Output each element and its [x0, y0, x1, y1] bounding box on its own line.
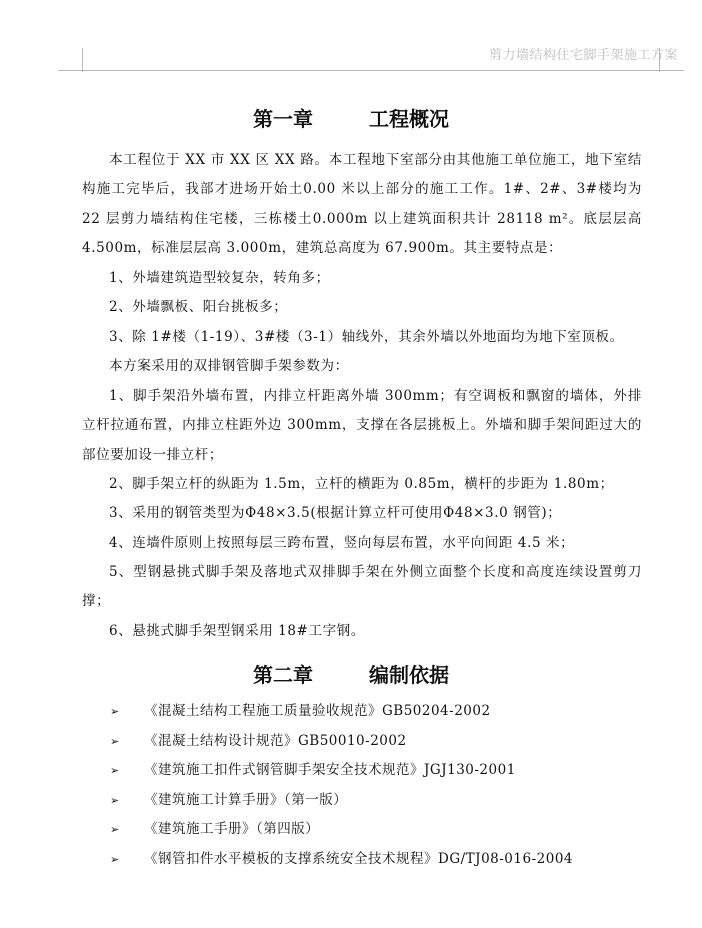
paragraph-param-4: 4、连墙件原则上按照每层三跨布置，竖向每层布置，水平向间距 4.5 米； [109, 535, 575, 551]
paragraph-param-2: 2、脚手架立杆的纵距为 1.5m，立杆的横距为 0.85m，横杆的步距为 1.80m； [109, 476, 614, 492]
crop-mark-right-h [660, 70, 684, 71]
paragraph-param-6: 6、悬挑式脚手架型钢采用 18#工字钢。 [109, 623, 365, 639]
reference-text: 《混凝土结构工程施工质量验收规范》GB50204-2002 [144, 703, 491, 719]
chapter1-number: 第一章 [253, 107, 313, 131]
paragraph-feature-1: 1、外墙建筑造型较复杂，转角多； [109, 270, 330, 286]
header-rule [82, 70, 660, 71]
arrow-bullet-icon: ➢ [110, 735, 120, 748]
reference-text: 《建筑施工扣件式钢管脚手架安全技术规范》JGJ130-2001 [144, 762, 516, 778]
reference-text: 《建筑施工计算手册》（第一版） [144, 792, 348, 808]
arrow-bullet-icon: ➢ [110, 705, 120, 718]
arrow-bullet-icon: ➢ [110, 823, 120, 836]
paragraph-feature-3: 3、除 1#楼（1-19）、3#楼（3-1）轴线外，其余外墙以外地面均为地下室顶板。 [109, 329, 624, 345]
paragraph-feature-2: 2、外墙飘板、阳台挑板多； [109, 299, 288, 315]
arrow-bullet-icon: ➢ [110, 794, 120, 807]
paragraph-params-intro: 本方案采用的双排钢管脚手架参数为： [109, 358, 349, 374]
paragraph-param-5: 5、型钢悬挑式脚手架及落地式双排脚手架在外侧立面整个长度和高度连续设置剪刀撑； [82, 564, 642, 610]
reference-text: 《建筑施工手册》（第四版） [144, 821, 320, 837]
arrow-bullet-icon: ➢ [110, 853, 120, 866]
paragraph-intro: 本工程位于 XX 市 XX 区 XX 路。本工程地下室部分由其他施工单位施工，地下室结构施工完毕后，我部才进场开始土0.00 米以上部分的施工工作。1#、2#、3#楼均为 22 层剪力墙结构住宅楼，三栋楼土0.000m 以上建筑面积共计 28118 m²。底层层高 4.500m，标准层层高 3.000m，建筑总高度为 67.900m。其主要特点是： [82, 152, 642, 256]
reference-text: 《钢管扣件水平模板的支撑系统安全技术规程》DG/TJ08-016-2004 [144, 851, 573, 867]
reference-item [110, 788, 347, 808]
reference-item [110, 729, 407, 749]
chapter1-heading [0, 103, 702, 132]
chapter2-number: 第二章 [253, 663, 313, 687]
reference-item [110, 699, 491, 719]
chapter2-title: 编制依据 [369, 663, 449, 687]
reference-item [110, 817, 319, 837]
crop-mark-left [82, 48, 83, 72]
chapter2-heading [0, 659, 702, 688]
reference-text: 《混凝土结构设计规范》GB50010-2002 [144, 733, 407, 749]
reference-item [110, 847, 573, 867]
arrow-bullet-icon: ➢ [110, 764, 120, 777]
reference-item [110, 758, 516, 778]
crop-mark-left-h [58, 70, 82, 71]
chapter1-title: 工程概况 [369, 107, 449, 131]
crop-mark-right [659, 48, 660, 72]
paragraph-param-1: 1、脚手架沿外墙布置，内排立杆距离外墙 300mm；有空调板和飘窗的墙体，外排立杆拉通布置，内排立柱距外边 300mm，支撑在各层挑板上。外墙和脚手架间距过大的部位要加设一排立杆； [82, 388, 642, 463]
paragraph-param-3: 3、采用的钢管类型为Φ48×3.5(根据计算立杆可使用Φ48×3.0 钢管)； [109, 505, 562, 521]
running-header: 剪力墙结构住宅脚手架施工方案 [488, 48, 678, 63]
